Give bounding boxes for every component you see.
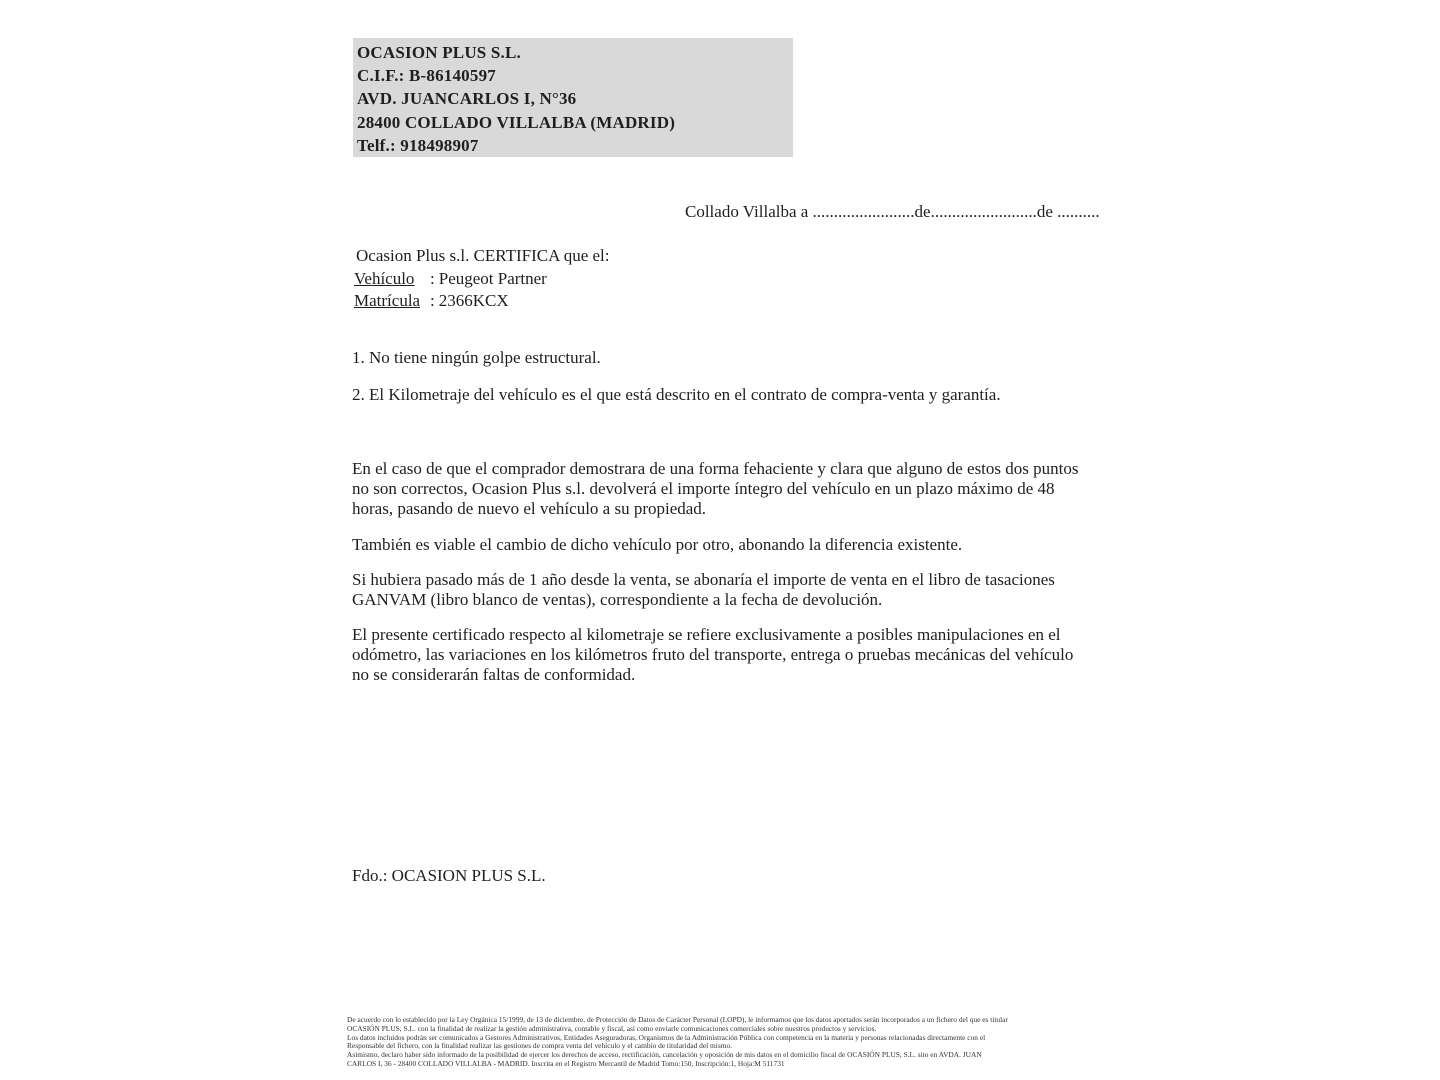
- vehicle-label: Vehículo: [354, 268, 415, 288]
- legal-footer-line-5: Asimismo, declaro haber sido informado de la posibilidad de ejercer los derechos de acceso, rectificación, cancelación y oposición de mis datos en el domicilio fiscal de OCASIÓN PLUS, S.L. sito en AVDA. JUAN: [347, 1050, 982, 1060]
- plate-separator: :: [430, 291, 435, 310]
- signature-line: Fdo.: OCASION PLUS S.L.: [352, 866, 546, 885]
- vehicle-label-wrap: [354, 268, 430, 291]
- company-cif: C.I.F.: B-86140597: [357, 66, 496, 86]
- vehicle-field: [354, 268, 610, 291]
- certifica-line: Ocasion Plus s.l. CERTIFICA que el:: [356, 246, 610, 265]
- numbered-item-1: 1. No tiene ningún golpe estructural.: [352, 348, 601, 367]
- company-header-box: [353, 38, 793, 157]
- company-name: OCASION PLUS S.L.: [357, 43, 521, 62]
- company-address: AVD. JUANCARLOS I, N°36: [357, 89, 577, 109]
- date-line: Collado Villalba a ........................de.........................de ..........: [685, 202, 1100, 221]
- company-phone: Telf.: 918498907: [357, 135, 479, 155]
- legal-footer-line-3: Los datos incluidos podrán ser comunicados a Gestores Administrativos, Entidades Aseguradoras, Organismos de la Administración Pública con competencia en la materia y personas relacionadas directamente con el: [347, 1032, 986, 1042]
- legal-footer-line-6: CARLOS I, 36 - 28400 COLLADO VILLALBA - MADRID. Inscrita en el Registro Mercantil de Madrid Tomo:150, Inscripción:1, Hoja:M 511731: [347, 1058, 785, 1068]
- paragraph-ganvam: Si hubiera pasado más de 1 año desde la venta, se abonaría el importe de venta en el libro de tasaciones GANVAM (libro blanco de ventas), correspondiente a la fecha de devolución.: [352, 570, 1055, 609]
- paragraph-exchange: También es viable el cambio de dicho vehículo por otro, abonando la diferencia existente.: [352, 535, 963, 554]
- paragraph-refund: En el caso de que el comprador demostrara de una forma fehaciente y clara que alguno de estos dos puntos no son correctos, Ocasion Plus s.l. devolverá el importe íntegro del vehículo en un plazo máximo de 48 horas, pasando de nuevo el vehículo a su propiedad.: [352, 459, 1079, 518]
- plate-label-wrap: [354, 290, 430, 313]
- plate-field: [354, 290, 610, 313]
- vehicle-value: Peugeot Partner: [438, 268, 547, 288]
- plate-value: 2366KCX: [438, 291, 509, 310]
- certification-block: [354, 245, 610, 313]
- numbered-item-2: 2. El Kilometraje del vehículo es el que está descrito en el contrato de compra-venta y garantía.: [352, 385, 1001, 404]
- paragraph-odometer: El presente certificado respecto al kilometraje se refiere exclusivamente a posibles manipulaciones en el odómetro, las variaciones en los kilómetros fruto del transporte, entrega o pruebas mecánicas del vehículo no se considerarán faltas de conformidad.: [352, 625, 1074, 684]
- company-city: 28400 COLLADO VILLALBA (MADRID): [357, 112, 676, 132]
- legal-footer: [347, 1016, 1008, 1069]
- legal-footer-line-2: OCASIÓN PLUS, S.L. con la finalidad de realizar la gestión administrativa, contable y fiscal, así como enviarle comunicaciones comerciales sobre nuestros productos y servicios.: [347, 1023, 877, 1033]
- vehicle-separator: :: [430, 268, 435, 288]
- plate-label: Matrícula: [354, 291, 421, 310]
- legal-footer-line-4: Responsable del fichero, con la finalidad realizar las gestiones de compra venta del vehículo y el cambio de titularidad del mismo.: [347, 1041, 733, 1051]
- legal-footer-line-1: De acuerdo con lo establecido por la Ley Orgánica 15/1999, de 13 de diciembre, de Protección de Datos de Carácter Personal (LOPD), le informamos que los datos aportados serán incorporados a un fichero del que es titular: [347, 1015, 1008, 1024]
